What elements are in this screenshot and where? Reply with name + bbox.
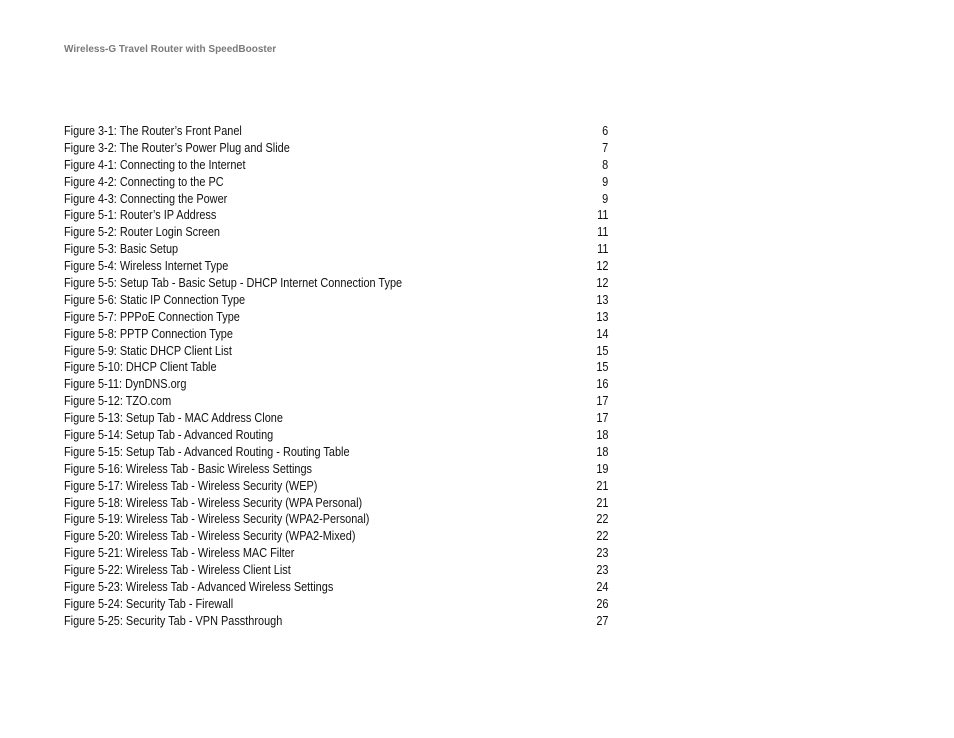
toc-entry-label: Figure 4-1: Connecting to the Internet <box>64 156 246 172</box>
toc-entry-page-number: 8 <box>601 156 608 172</box>
toc-entry-label: Figure 5-19: Wireless Tab - Wireless Security (WPA2-Personal) <box>64 511 370 527</box>
toc-entry-page-number: 9 <box>601 190 608 206</box>
toc-entry[interactable] <box>64 207 608 224</box>
toc-entry[interactable] <box>64 545 608 562</box>
toc-entry[interactable] <box>64 427 608 444</box>
toc-entry-page-number: 24 <box>595 579 608 595</box>
toc-entry-page-number: 23 <box>595 545 608 561</box>
toc-entry-page-number: 9 <box>601 173 608 189</box>
toc-entry-label: Figure 5-22: Wireless Tab - Wireless Client List <box>64 562 291 578</box>
toc-entry[interactable] <box>64 579 608 596</box>
toc-entry[interactable] <box>64 326 608 343</box>
toc-entry-page-number: 15 <box>595 359 608 375</box>
toc-entry[interactable] <box>64 495 608 512</box>
toc-entry[interactable] <box>64 393 608 410</box>
toc-entry-label: Figure 4-3: Connecting the Power <box>64 190 228 206</box>
toc-entry[interactable] <box>64 376 608 393</box>
toc-entry-page-number: 18 <box>595 443 608 459</box>
toc-entry-page-number: 14 <box>595 325 608 341</box>
toc-entry-label: Figure 5-12: TZO.com <box>64 393 172 409</box>
toc-entry[interactable] <box>64 528 608 545</box>
toc-entry-label: Figure 5-9: Static DHCP Client List <box>64 342 232 358</box>
toc-entry-page-number: 18 <box>595 427 608 443</box>
toc-entry[interactable] <box>64 343 608 360</box>
toc-entry-label: Figure 5-24: Security Tab - Firewall <box>64 595 234 611</box>
toc-entry-page-number: 22 <box>595 528 608 544</box>
toc-entry[interactable] <box>64 174 608 191</box>
toc-entry-label: Figure 5-2: Router Login Screen <box>64 224 221 240</box>
toc-entry-page-number: 13 <box>595 308 608 324</box>
toc-entry[interactable] <box>64 410 608 427</box>
toc-entry[interactable] <box>64 596 608 613</box>
toc-entry-label: Figure 5-10: DHCP Client Table <box>64 359 217 375</box>
toc-entry[interactable] <box>64 562 608 579</box>
toc-entry[interactable] <box>64 224 608 241</box>
toc-entry-page-number: 17 <box>595 410 608 426</box>
toc-entry[interactable] <box>64 461 608 478</box>
toc-entry-label: Figure 5-5: Setup Tab - Basic Setup - DHCP Internet Connection Type <box>64 275 403 291</box>
toc-entry-label: Figure 3-2: The Router’s Power Plug and Slide <box>64 139 290 155</box>
toc-entry-label: Figure 5-3: Basic Setup <box>64 241 179 257</box>
list-of-figures <box>64 123 608 630</box>
toc-entry[interactable] <box>64 241 608 258</box>
toc-entry[interactable] <box>64 140 608 157</box>
toc-entry-label: Figure 5-17: Wireless Tab - Wireless Security (WEP) <box>64 477 318 493</box>
toc-entry[interactable] <box>64 157 608 174</box>
toc-entry-label: Figure 5-7: PPPoE Connection Type <box>64 308 240 324</box>
toc-entry-label: Figure 5-18: Wireless Tab - Wireless Security (WPA Personal) <box>64 494 363 510</box>
toc-entry-label: Figure 4-2: Connecting to the PC <box>64 173 224 189</box>
toc-entry[interactable] <box>64 613 608 630</box>
toc-entry-label: Figure 3-1: The Router’s Front Panel <box>64 123 242 138</box>
toc-entry-page-number: 21 <box>595 477 608 493</box>
toc-entry-label: Figure 5-14: Setup Tab - Advanced Routing <box>64 427 274 443</box>
toc-entry[interactable] <box>64 258 608 275</box>
toc-entry-page-number: 17 <box>595 393 608 409</box>
toc-entry-label: Figure 5-16: Wireless Tab - Basic Wireless Settings <box>64 460 313 476</box>
toc-entry[interactable] <box>64 292 608 309</box>
running-header: Wireless-G Travel Router with SpeedBooster <box>64 44 277 55</box>
toc-entry-page-number: 26 <box>595 595 608 611</box>
toc-entry-label: Figure 5-11: DynDNS.org <box>64 376 187 392</box>
toc-entry-page-number: 7 <box>601 139 608 155</box>
toc-entry-label: Figure 5-23: Wireless Tab - Advanced Wireless Settings <box>64 579 334 595</box>
toc-entry-page-number: 15 <box>595 342 608 358</box>
toc-entry-page-number: 27 <box>595 612 608 628</box>
toc-entry[interactable] <box>64 359 608 376</box>
toc-entry-page-number: 16 <box>595 376 608 392</box>
toc-entry-label: Figure 5-8: PPTP Connection Type <box>64 325 233 341</box>
toc-entry-page-number: 23 <box>595 562 608 578</box>
toc-entry[interactable] <box>64 275 608 292</box>
toc-entry-page-number: 11 <box>596 241 608 257</box>
toc-entry-label: Figure 5-15: Setup Tab - Advanced Routing - Routing Table <box>64 443 350 459</box>
toc-entry-label: Figure 5-25: Security Tab - VPN Passthrough <box>64 612 283 628</box>
toc-entry-page-number: 11 <box>596 207 608 223</box>
toc-entry[interactable] <box>64 511 608 528</box>
toc-entry-page-number: 21 <box>595 494 608 510</box>
toc-entry[interactable] <box>64 478 608 495</box>
toc-entry-page-number: 13 <box>595 291 608 307</box>
toc-entry-page-number: 12 <box>595 258 608 274</box>
toc-entry-label: Figure 5-4: Wireless Internet Type <box>64 258 229 274</box>
toc-entry-label: Figure 5-21: Wireless Tab - Wireless MAC Filter <box>64 545 295 561</box>
toc-entry-page-number: 19 <box>595 460 608 476</box>
toc-entry-page-number: 6 <box>601 123 608 138</box>
toc-entry-label: Figure 5-13: Setup Tab - MAC Address Clone <box>64 410 283 426</box>
toc-entry[interactable] <box>64 309 608 326</box>
toc-entry-label: Figure 5-20: Wireless Tab - Wireless Security (WPA2-Mixed) <box>64 528 356 544</box>
toc-entry-page-number: 22 <box>595 511 608 527</box>
toc-entry-label: Figure 5-1: Router’s IP Address <box>64 207 217 223</box>
toc-entry[interactable] <box>64 191 608 208</box>
toc-entry[interactable] <box>64 444 608 461</box>
toc-entry-page-number: 11 <box>596 224 608 240</box>
toc-entry[interactable] <box>64 123 608 140</box>
toc-entry-page-number: 12 <box>595 275 608 291</box>
toc-entry-label: Figure 5-6: Static IP Connection Type <box>64 291 246 307</box>
